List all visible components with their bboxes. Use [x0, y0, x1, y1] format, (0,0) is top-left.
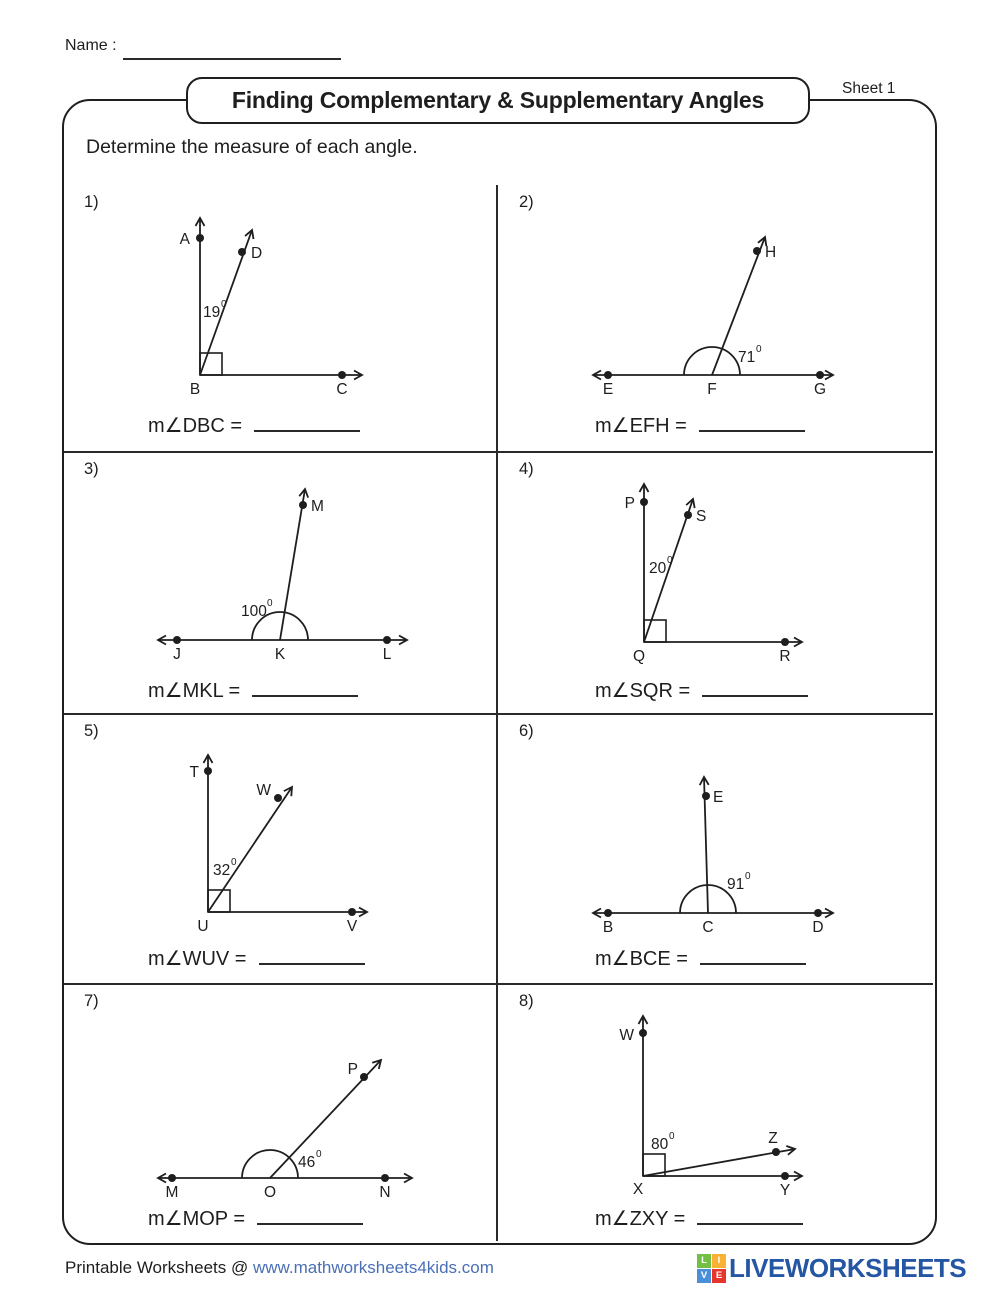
degree-superscript: 0: [669, 1131, 675, 1142]
point-label: D: [251, 245, 263, 262]
angle-arc: [242, 1150, 298, 1178]
point-dot: [640, 498, 648, 506]
point-dot: [772, 1148, 780, 1156]
answer-row: [148, 678, 358, 703]
point-label: L: [382, 646, 392, 663]
liveworksheets-brand[interactable]: [697, 1253, 966, 1284]
problem-number: 5): [84, 722, 99, 740]
instruction-text: Determine the measure of each angle.: [86, 136, 418, 158]
point-dot: [702, 792, 710, 800]
point-label: P: [624, 495, 635, 512]
problem-number: 3): [84, 460, 99, 478]
point-dot: [348, 908, 356, 916]
vertex-label: Q: [632, 648, 646, 665]
point-dot: [816, 371, 824, 379]
problem-3-diagram: [62, 452, 496, 713]
degree-superscript: 0: [221, 299, 227, 310]
answer-row: [148, 413, 360, 438]
answer-blank[interactable]: [254, 416, 360, 432]
answer-blank[interactable]: [257, 1209, 363, 1225]
point-label: R: [779, 648, 791, 665]
degree-superscript: 0: [745, 871, 751, 882]
angle-value-label: 32: [213, 862, 231, 879]
answer-question: m∠DBC =: [148, 415, 243, 437]
degree-superscript: 0: [667, 555, 673, 566]
point-label: P: [347, 1061, 358, 1078]
problem-5: [62, 714, 496, 983]
slant-ray: [280, 489, 305, 640]
point-dot: [604, 909, 612, 917]
point-dot: [781, 1172, 789, 1180]
footer-source: [65, 1258, 494, 1278]
problem-6: [497, 714, 938, 983]
point-label: T: [189, 764, 199, 781]
answer-blank[interactable]: [699, 416, 805, 432]
problem-8-diagram: [497, 984, 938, 1242]
title-box: [186, 77, 810, 124]
logo-letter: V: [697, 1269, 711, 1283]
point-dot: [299, 501, 307, 509]
vertex-label: B: [189, 381, 201, 398]
problem-2-diagram: [497, 185, 938, 451]
point-dot: [168, 1174, 176, 1182]
answer-row: [148, 1206, 363, 1231]
degree-superscript: 0: [756, 344, 762, 355]
point-label: M: [165, 1184, 179, 1201]
answer-blank[interactable]: [252, 681, 358, 697]
answer-question: m∠BCE =: [595, 948, 688, 970]
angle-value-label: 100: [241, 603, 267, 620]
brand-name: LIVEWORKSHEETS: [729, 1253, 967, 1283]
answer-blank[interactable]: [700, 949, 806, 965]
problem-1-diagram: [62, 185, 496, 451]
point-label: C: [336, 381, 348, 398]
point-label: M: [311, 498, 324, 515]
answer-row: [595, 413, 805, 438]
point-dot: [781, 638, 789, 646]
vertex-label: X: [632, 1181, 644, 1198]
name-label: Name :: [65, 37, 117, 54]
answer-blank[interactable]: [697, 1209, 803, 1225]
answer-question: m∠WUV =: [148, 948, 247, 970]
angle-value-label: 20: [649, 560, 667, 577]
problem-5-diagram: [62, 714, 496, 983]
problem-4: [497, 452, 938, 713]
point-label: Z: [768, 1130, 778, 1147]
problem-7: [62, 984, 496, 1242]
point-dot: [753, 247, 761, 255]
angle-value-label: 91: [727, 876, 745, 893]
answer-question: m∠SQR =: [595, 680, 691, 702]
slant-ray: [208, 787, 292, 912]
point-label: J: [173, 646, 181, 663]
problem-number: 2): [519, 193, 534, 211]
answer-row: [595, 1206, 803, 1231]
footer-source-prefix: Printable Worksheets @: [65, 1258, 253, 1277]
point-dot: [360, 1073, 368, 1081]
point-dot: [604, 371, 612, 379]
answer-blank[interactable]: [702, 681, 808, 697]
logo-letter: L: [697, 1254, 711, 1268]
point-dot: [238, 248, 246, 256]
point-dot: [383, 636, 391, 644]
problem-number: 8): [519, 992, 534, 1010]
vertex-label: K: [274, 646, 286, 663]
point-dot: [274, 794, 282, 802]
point-label: E: [602, 381, 614, 398]
angle-value-label: 19: [203, 304, 221, 321]
point-dot: [814, 909, 822, 917]
degree-superscript: 0: [316, 1149, 322, 1160]
point-label: Y: [779, 1182, 791, 1199]
problem-number: 6): [519, 722, 534, 740]
point-dot: [173, 636, 181, 644]
point-label: N: [379, 1184, 391, 1201]
degree-superscript: 0: [231, 857, 237, 868]
angle-value-label: 46: [298, 1154, 316, 1171]
problem-number: 4): [519, 460, 534, 478]
point-label: S: [696, 508, 707, 525]
point-dot: [338, 371, 346, 379]
point-label: A: [179, 231, 190, 248]
answer-blank[interactable]: [259, 949, 365, 965]
answer-question: m∠MOP =: [148, 1208, 246, 1230]
vertex-label: U: [197, 918, 209, 935]
answer-row: [148, 946, 365, 971]
problem-number: 1): [84, 193, 99, 211]
problem-7-diagram: [62, 984, 496, 1242]
point-label: W: [256, 782, 271, 799]
problem-2: [497, 185, 938, 451]
point-label: W: [619, 1027, 634, 1044]
vertex-label: C: [702, 919, 714, 936]
logo-letter: I: [712, 1254, 726, 1268]
angle-value-label: 71: [738, 349, 756, 366]
angle-arc: [684, 347, 740, 375]
point-label: G: [813, 381, 827, 398]
page-title: Finding Complementary & Supplementary Angles: [231, 87, 765, 113]
point-label: E: [713, 789, 724, 806]
vertex-label: F: [707, 381, 717, 398]
problem-4-diagram: [497, 452, 938, 713]
name-blank[interactable]: [123, 40, 341, 60]
problem-8: [497, 984, 938, 1242]
point-label: V: [346, 918, 358, 935]
degree-superscript: 0: [267, 598, 273, 609]
point-dot: [204, 767, 212, 775]
liveworksheets-logo-icon: [697, 1254, 726, 1283]
point-dot: [196, 234, 204, 242]
point-dot: [381, 1174, 389, 1182]
problem-1: [62, 185, 496, 451]
answer-row: [595, 678, 808, 703]
point-label: H: [765, 244, 777, 261]
point-label: B: [602, 919, 614, 936]
vertex-label: O: [263, 1184, 277, 1201]
point-label: D: [812, 919, 824, 936]
footer-source-link[interactable]: www.mathworksheets4kids.com: [252, 1258, 494, 1277]
answer-question: m∠EFH =: [595, 415, 687, 437]
answer-row: [595, 946, 806, 971]
point-dot: [639, 1029, 647, 1037]
answer-question: m∠MKL =: [148, 680, 241, 702]
point-dot: [684, 511, 692, 519]
problem-6-diagram: [497, 714, 938, 983]
problem-number: 7): [84, 992, 99, 1010]
logo-letter: E: [712, 1269, 726, 1283]
sheet-label: Sheet 1: [842, 80, 896, 97]
angle-value-label: 80: [651, 1136, 669, 1153]
problem-3: [62, 452, 496, 713]
answer-question: m∠ZXY =: [595, 1208, 686, 1230]
